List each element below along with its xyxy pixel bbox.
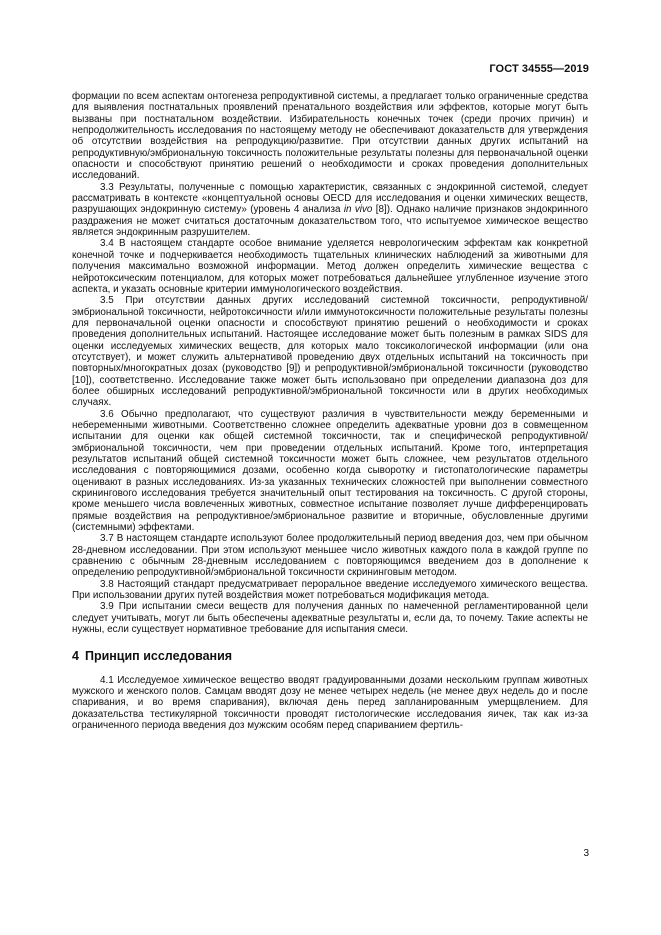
section-number: 4 <box>72 648 79 663</box>
section-title: Принцип исследования <box>84 648 233 663</box>
body-text <box>72 91 588 731</box>
paragraph-3-4: 3.4 В настоящем стандарте особое внимание уделяется неврологическим эффектам как конкретной конечной точке и подчеркивается необходимость тщательных клинических наблюдений за животными для получения максимально возможной информации. Метод должен определить химические вещества с нейротоксическим потенциалом, для которых может потребоваться дальнейшее углубленное изучение этого аспекта, и указать основные критерии иммунологического воздействия. <box>72 238 588 295</box>
page-number: 3 <box>583 848 589 859</box>
paragraph-3-8: 3.8 Настоящий стандарт предусматривает пероральное введение исследуемого химического вещества. При использовании других путей воздействия может потребоваться модификация метода. <box>72 578 588 602</box>
paragraph-3-7: 3.7 В настоящем стандарте используют более продолжительный период введения доз, чем при обычном 28-дневном исследовании. При этом используют меньшее число животных каждого пола в каждой группе по сравнению с обычным 28-дневным исследованием с повторяющимся введением доз в дополнение к определению репродуктивной/эмбриональной токсичности скрининговым методом. <box>72 533 588 579</box>
section-heading <box>72 649 588 664</box>
paragraph-3-3: 3.3 Результаты, полученные с помощью характеристик, связанных с эндокринной системой, следует рассматривать в контексте «концептуальной основы OECD для исследования и оценки химических веществ, разрушающих эндокринную систему» (уровень 4 анализа in vivo [8]). Однако наличие признаков эндокринного раздражения не может считаться достаточным доказательством того, что испытуемое химическое вещество является эндокринным разрушителем. <box>72 181 588 239</box>
paragraph-3-5: 3.5 При отсутствии данных других исследований системной токсичности, репродуктивной/эмбриональной токсичности, нейротоксичности и/или иммунотоксичности положительные результаты полезны для первоначальной оценки опасности и способствуют принятию решений о необходимости и сроках проведения дополнительных испытаний. Настоящее исследование может быть полезным в рамках SIDS для оценки исследуемых химических веществ, для которых мало токсикологической информации (или она отсутствует), и может служить альтернативой проведению двух отдельных испытаний на токсичность при повторных/многократных дозах (руководство [9]) и репродуктивной/эмбриональной токсичности (руководство [10]), соответственно. Исследование также может быть использовано при определении диапазона доз для более обширных исследований репродуктивной/эмбриональной токсичности или в других необходимых случаях. <box>72 295 588 409</box>
paragraph-4-1: 4.1 Исследуемое химическое вещество вводят градуированными дозами нескольким группам животных мужского и женского полов. Самцам вводят дозу не менее четырех недель (не менее двух недель до и после спаривания, и во время спаривания), включая день перед запланированным умерщвлением. Для доказательства тестикулярной токсичности проводят гистологические исследования яичек, так как из-за ограниченного периода введения доз мужским особям перед спариванием фертиль- <box>72 674 588 731</box>
paragraph: формации по всем аспектам онтогенеза репродуктивной системы, а предлагает только ограниченные средства для выявления постнатальных проявлений пренатального воздействия или эффектов, которые могут быть вызваны при постнатальном воздействии. Избирательность конечных точек (среди прочих причин) и непродолжительность исследования по настоящему методу не обеспечивают доказательств для утверждения об отсутствии воздействия на репродукцию/развитие. При отсутствии данных других испытаний на репродуктивную/эмбриональную токсичность положительные результаты полезны для первоначальной оценки опасности и способствуют принятию решений о необходимости и сроках проведения дополнительных исследований. <box>72 91 588 182</box>
paragraph-3-9: 3.9 При испытании смеси веществ для получения данных по намеченной регламентированной цели следует учитывать, могут ли быть обеспечены адекватные результаты и, если да, то почему. Такие аспекты не нужны, если существует нормативное требование для испытания смеси. <box>72 601 588 636</box>
standard-number: ГОСТ 34555—2019 <box>489 63 589 75</box>
latin-term: in vivo <box>343 204 373 216</box>
paragraph-3-6: 3.6 Обычно предполагают, что существуют различия в чувствительности между беременными и небеременными животными. Соответственно сложнее определить адекватные уровни доз в совмещенном испытании для оценки как общей системной токсичности, так и специфической репродуктивной/эмбриональной токсичности, чем при проведении отдельных испытаний. Кроме того, интерпретация результатов испытаний общей системной токсичности может быть сложнее, чем результатов отдельного исследования с повторяющимися дозами, особенно когда сыворотку и гистопатологические параметры оценивают в разных исследованиях. Из-за указанных технических сложностей при выполнении совместного скринингового исследования требуется значительный опыт тестирования на токсичность. С другой стороны, кроме меньшего числа вовлеченных животных, совместное испытание позволяет лучше дифференцировать прямые воздействия на репродуктивное/эмбриональное развитие и вторичные, обусловленные другими (системными) эффектами. <box>72 408 588 534</box>
